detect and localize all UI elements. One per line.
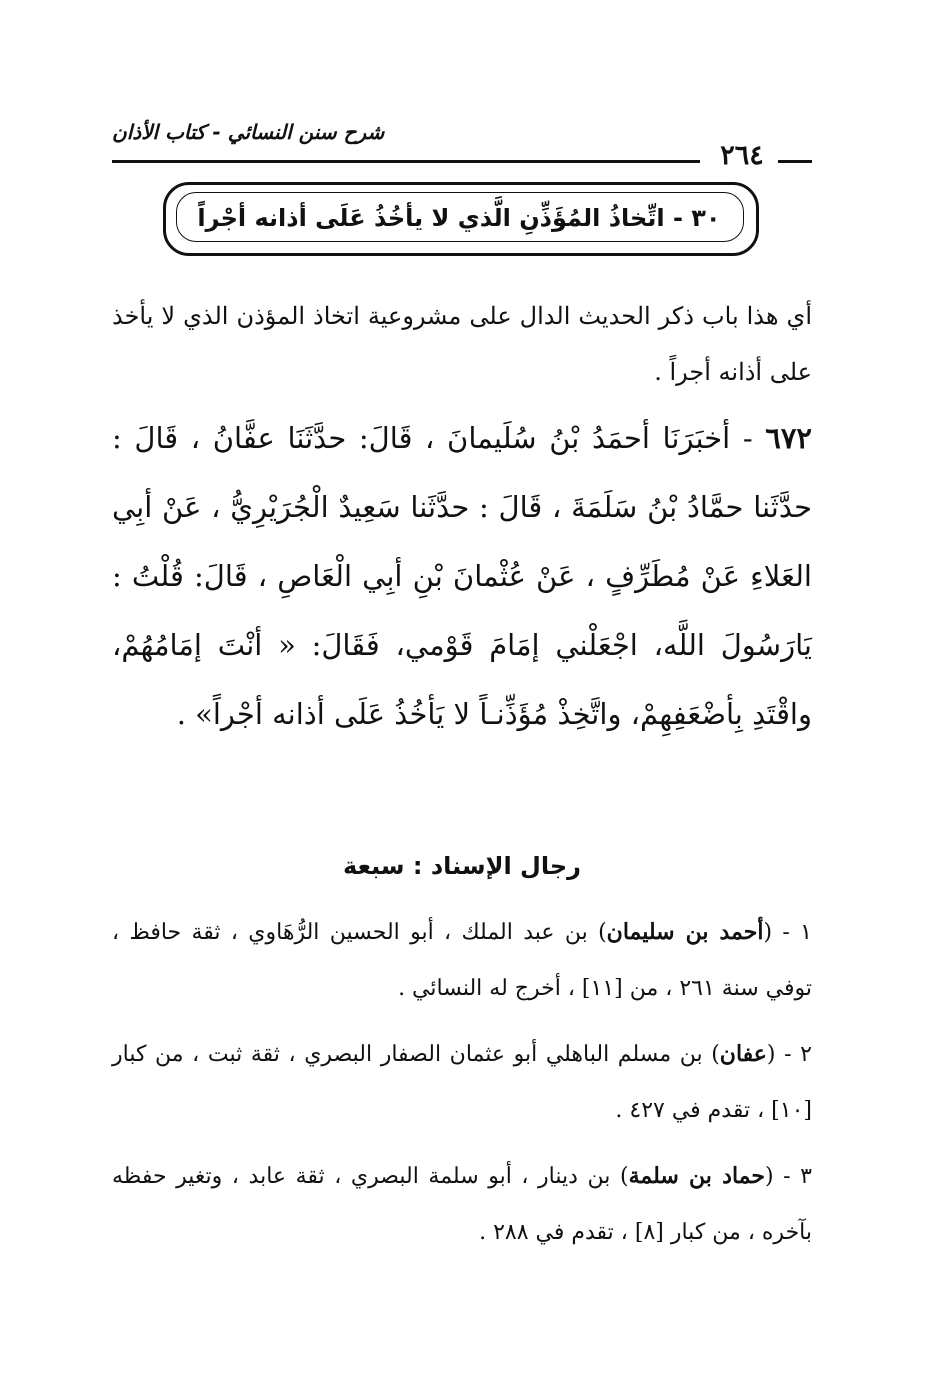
intro-paragraph: أي هذا باب ذكر الحديث الدال على مشروعية اتخاذ المؤذن الذي لا يأخذ على أذانه أجراً . (112, 302, 812, 386)
header-rule (112, 160, 700, 163)
running-title: شرح سنن النسائي - كتاب الأذان (112, 120, 385, 144)
hadith-text: أخبَرَنَا أحمَدُ بْنُ سُلَيمانَ ، قَالَ: حدَّثَنَا عفَّانُ ، قَالَ : حدَّثَنا حمَّادُ بْنُ سَلَمَةَ ، قَالَ : حدَّثَنا سَعِيدٌ الْجُرَيْرِيُّ ، عَنْ أبِي العَلاءِ عَنْ مُطَرِّفٍ ، عَنْ عُثْمانَ بْنِ أبِي الْعَاصِ ، قَالَ: قُلْتُ : يَارَسُولَ اللَّه، اجْعَلْني إمَامَ قَوْمي، فَقَالَ: « أنْتَ إمَامُهُمْ، واقْتَدِ بِأضْعَفِهِمْ، واتَّخِذْ مُؤَذِّنـاً لا يَأخُذُ عَلَى أذانه أجْراً» . (112, 421, 812, 731)
narrator-entry-1 (112, 904, 812, 1017)
narrator-entry-2 (112, 1026, 812, 1139)
page-number: ٢٦٤ (720, 140, 764, 171)
chapter-title: ٣٠ - اتِّخاذُ المُؤَذِّنِ الَّذي لا يأخُذُ عَلَى أذانه أجْراً (197, 204, 721, 232)
narrator-name: أحمد بن سليمان (606, 919, 764, 945)
narrator-prefix: ٢ - ( (766, 1042, 812, 1067)
hadith-number: ٦٧٢ (765, 421, 812, 455)
narrator-prefix: ١ - ( (763, 920, 812, 945)
narrator-entry-3 (112, 1148, 812, 1261)
isnad-heading: رجال الإسناد : سبعة (343, 852, 581, 880)
hadith-number-separator: - (730, 421, 766, 455)
header-rule-short (778, 160, 812, 163)
narrator-name: عفان (719, 1041, 767, 1067)
narrator-name: حماد بن سلمة (628, 1163, 765, 1189)
narrator-details: ) بن مسلم الباهلي أبو عثمان الصفار البصري ، ثقة ثبت ، من كبار [١٠] ، تقدم في ٤٢٧ . (112, 1042, 812, 1123)
narrator-prefix: ٣ - ( (764, 1164, 812, 1189)
hadith-paragraph (112, 404, 812, 749)
narrator-details: ) بن دينار ، أبو سلمة البصري ، ثقة عابد ، وتغير حفظه بآخره ، من كبار [٨] ، تقدم في ٢٨٨ . (112, 1164, 812, 1245)
narrator-details: ) بن عبد الملك ، أبو الحسين الرُّهَاوي ، ثقة حافظ ، توفي سنة ٢٦١ ، من [١١] ، أخرج له النسائي . (112, 920, 812, 1001)
